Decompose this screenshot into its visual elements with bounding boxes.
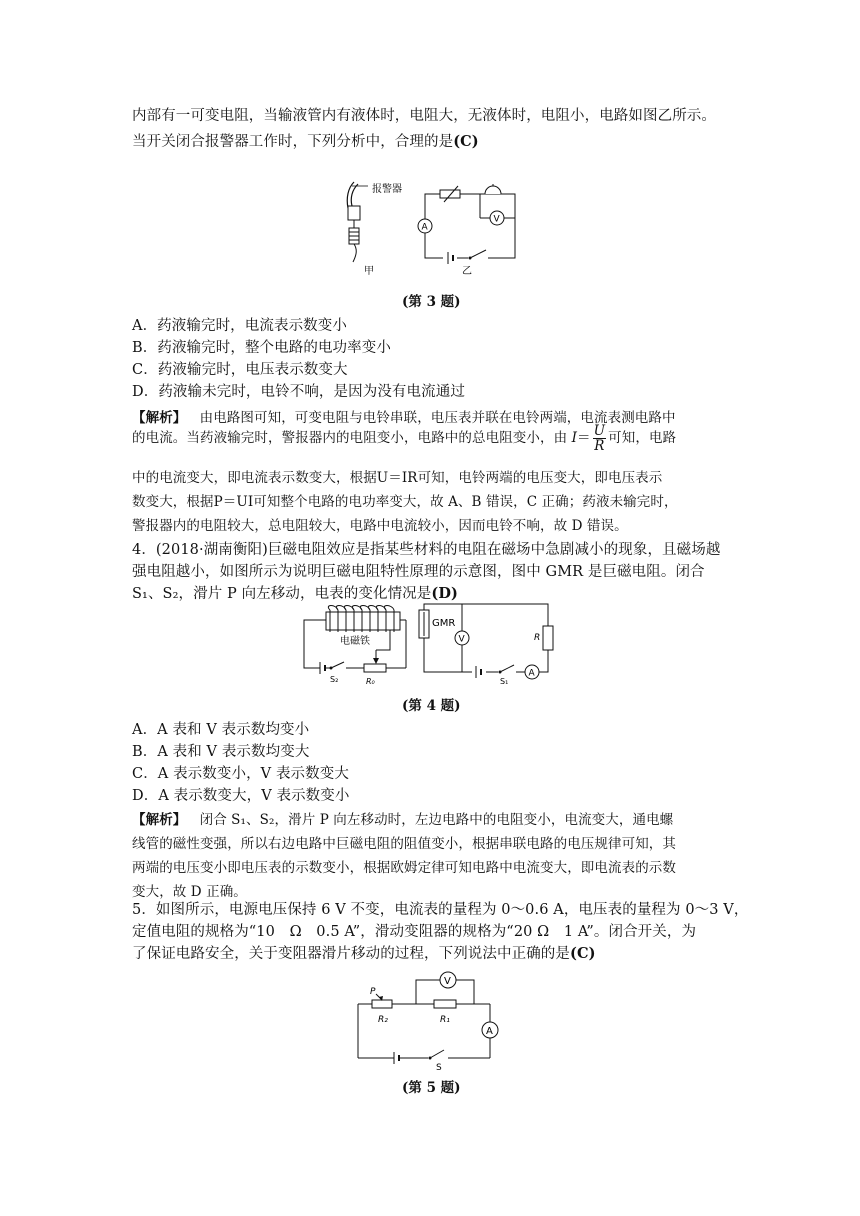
q3-figure [340, 176, 530, 282]
q4-option-a: A．A 表和 V 表示数均变小 [132, 722, 310, 738]
q4-analysis-line-3: 两端的电压变小即电压表的示数变小，根据欧姆定律可知电路中电流变大，即电流表的示数 [132, 860, 676, 876]
q3-label-b: 乙 [462, 266, 472, 277]
q3-label-a: 甲 [364, 266, 374, 277]
q4-label-gmr: GMR [432, 618, 456, 629]
q3-option-d: D．药液输未完时，电铃不响，是因为没有电流通过 [132, 384, 465, 400]
q4-voltmeter-symbol: V [458, 634, 465, 645]
q4-stem-line-3: S₁、S₂，滑片 P 向左移动，电表的变化情况是(D) [132, 585, 458, 602]
q3-option-b: B．药液输完时，整个电路的电功率变小 [132, 340, 391, 356]
q5-stem-line-1: 5．如图所示，电源电压保持 6 V 不变，电流表的量程为 0～0.6 A，电压表的量程为 0～3 V， [132, 902, 749, 918]
q3-ammeter-symbol: A [421, 222, 428, 233]
q3-stem-line-1: 内部有一可变电阻，当输液管内有液体时，电阻大，无液体时，电阻小，电路如图乙所示。 [132, 108, 716, 124]
q3-answer: (C) [453, 133, 479, 150]
q5-answer: (C) [570, 945, 596, 962]
q4-analysis-line-2: 线管的磁性变强，所以右边电路中巨磁电阻的阻值变小，根据串联电路的电压规律可知，其 [132, 836, 676, 852]
q4-caption: (第 4 题) [402, 698, 461, 714]
q4-analysis-tag: 【解析】 [132, 812, 187, 828]
q3-analysis-line-5: 警报器内的电阻较大，总电阻较大，电路中电流较小，因而电铃不响，故 D 错误。 [132, 518, 628, 534]
q5-stem-line-2: 定值电阻的规格为“10 Ω 0.5 A”，滑动变阻器的规格为“20 Ω 1 A”。闭合开关，为 [132, 924, 697, 940]
q4-option-c: C．A 表示数变小，V 表示数变大 [132, 766, 349, 782]
q3-analysis-tag: 【解析】 [132, 410, 187, 426]
q4-analysis-line-4: 变大，故 D 正确。 [132, 884, 247, 900]
q3-caption: (第 3 题) [402, 294, 461, 310]
q4-label-magnet: 电磁铁 [340, 636, 370, 647]
q4-label-r: R [534, 633, 541, 643]
q5-figure [352, 962, 502, 1076]
q4-analysis-line-1: 【解析】 闭合 S₁、S₂，滑片 P 向左移动时，左边电路中的电阻变小，电流变大，通电螺 [132, 812, 674, 828]
q3-analysis-line-4: 数变大，根据P＝UI可知整个电路的电功率变大，故 A、B 错误，C 正确；药液未输完时， [132, 494, 678, 510]
q4-stem-line-1: 4．(2018·湖南衡阳)巨磁电阻效应是指某些材料的电阻在磁场中急剧减小的现象，且磁场越 [132, 542, 721, 558]
q3-analysis-line-1: 【解析】 由电路图可知，可变电阻与电铃串联，电压表并联在电铃两端，电流表测电路中 [132, 410, 676, 426]
q4-ammeter-symbol: A [528, 668, 535, 679]
q4-answer: (D) [431, 585, 458, 602]
q3-option-a: A．药液输完时，电流表示数变小 [132, 318, 347, 334]
q3-voltmeter-symbol: V [493, 214, 500, 225]
q4-label-s1: S₁ [500, 677, 509, 686]
q4-label-r0: R₀ [366, 677, 375, 686]
q5-label-s: S [436, 1063, 442, 1072]
q3-stem-line-2: 当开关闭合报警器工作时，下列分析中，合理的是(C) [132, 133, 479, 150]
q3-option-c: C．药液输完时，电压表示数变大 [132, 362, 348, 378]
q5-label-r2: R₂ [378, 1015, 388, 1025]
q5-caption: (第 5 题) [402, 1080, 461, 1096]
q5-ammeter-symbol: A [486, 1026, 493, 1037]
q4-stem-line-2: 强电阻越小，如图所示为说明巨磁电阻特性原理的示意图，图中 GMR 是巨磁电阻。闭合 [132, 564, 705, 580]
q4-option-d: D．A 表示数变大，V 表示数变小 [132, 788, 350, 804]
q3-label-alarm: 报警器 [372, 184, 402, 195]
q5-voltmeter-symbol: V [444, 976, 451, 987]
q5-label-p: P [370, 987, 376, 997]
q4-label-s2: S₂ [330, 675, 339, 684]
q3-analysis-line-3: 中的电流变大，即电流表示数变大，根据U＝IR可知，电铃两端的电压变大，即电压表示 [132, 470, 663, 486]
q5-stem-line-3: 了保证电路安全，关于变阻器滑片移动的过程，下列说法中正确的是(C) [132, 945, 596, 962]
q5-label-r1: R₁ [440, 1015, 450, 1025]
q4-option-b: B．A 表和 V 表示数均变大 [132, 744, 310, 760]
q3-analysis-line-2: 的电流。当药液输完时，警报器内的电阻变小，电路中的总电阻变小，由 I＝ $\frac{U}{R}$ 可知，电路 [132, 423, 677, 454]
q4-figure [296, 600, 566, 694]
